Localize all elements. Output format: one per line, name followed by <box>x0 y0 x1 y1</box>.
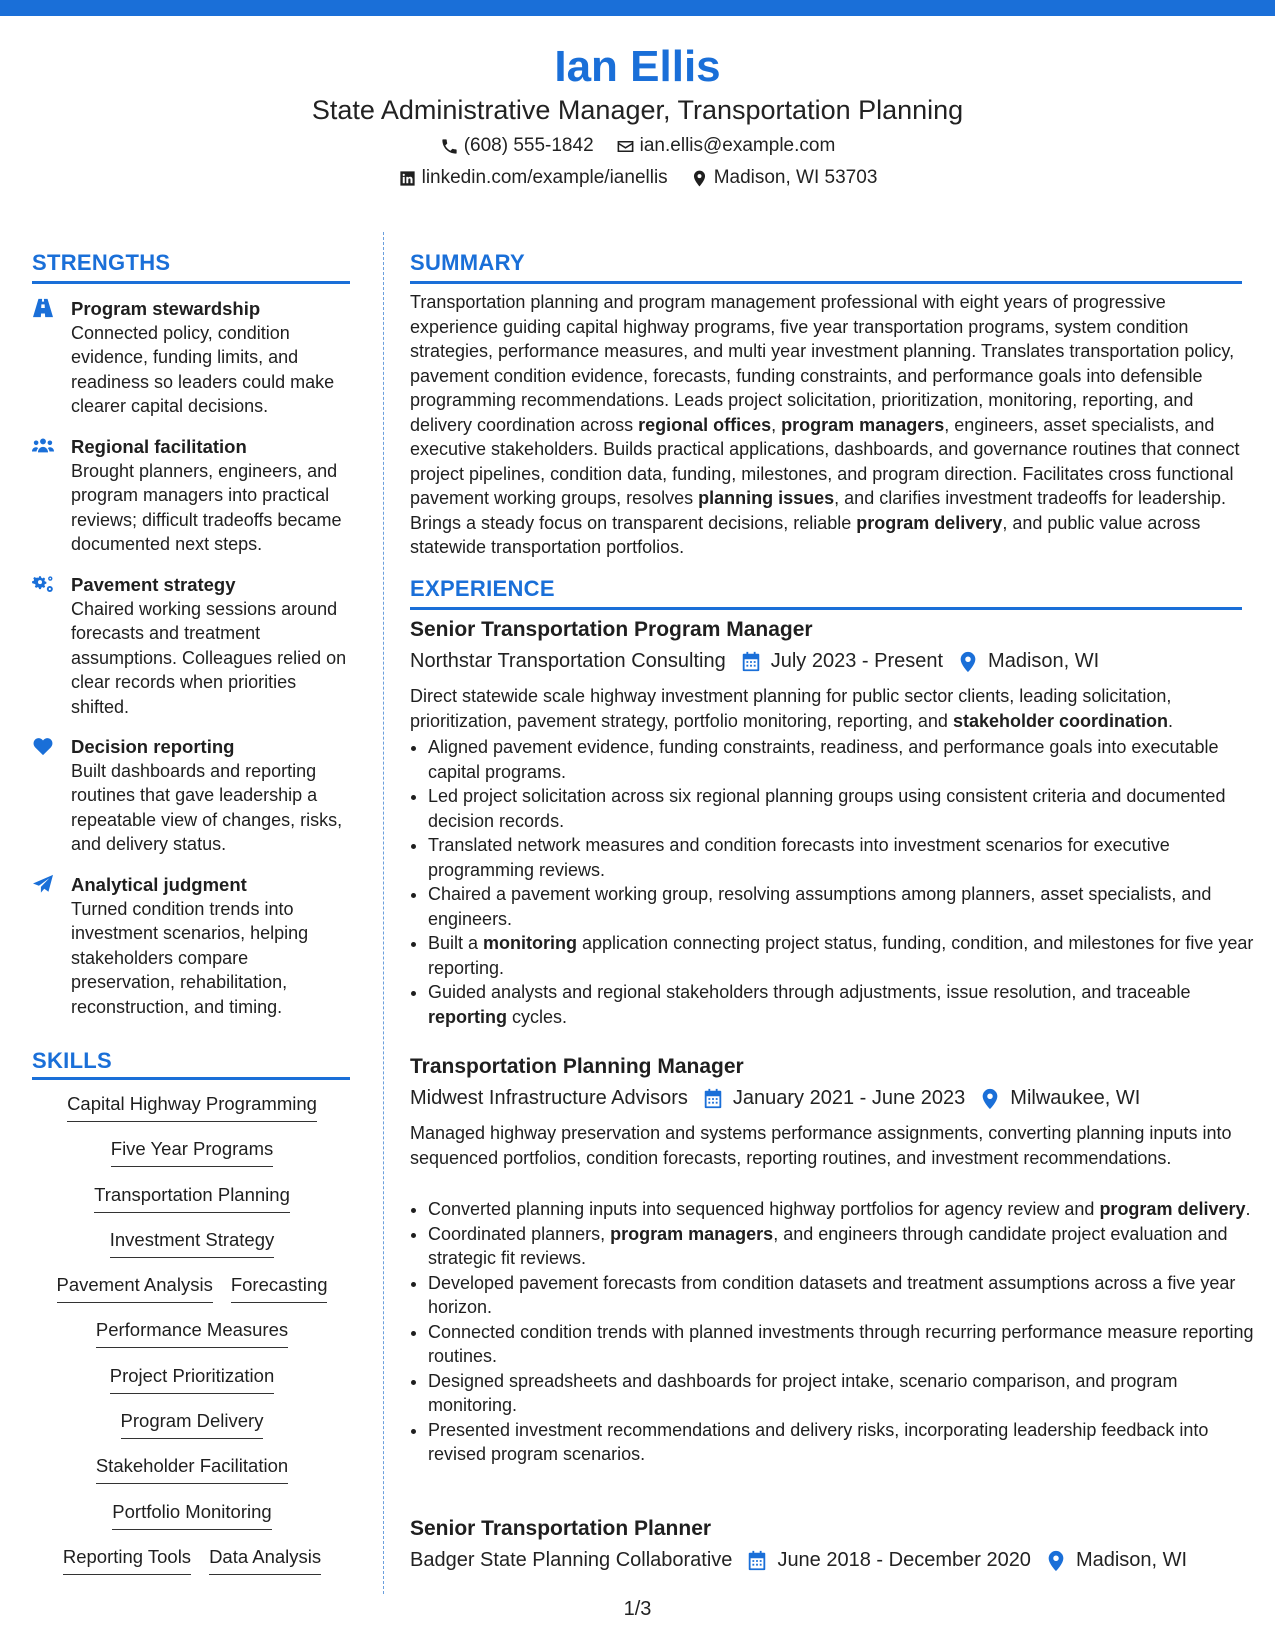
paper-plane-icon <box>32 874 54 894</box>
strength-text: Chaired working sessions around forecasts and treatment assumptions. Colleagues relied on clear records when priorities shifted. <box>71 599 347 717</box>
skill-row <box>32 1228 352 1273</box>
contact-linkedin[interactable] <box>398 167 668 189</box>
skill-row <box>32 1273 352 1318</box>
bold-text: program delivery <box>1099 1199 1246 1219</box>
summary-heading: SUMMARY <box>410 250 525 275</box>
skill-tag: Performance Measures <box>96 1318 288 1348</box>
strengths-rule <box>32 281 350 284</box>
skill-tag: Stakeholder Facilitation <box>96 1454 288 1484</box>
bullet-item <box>428 833 1258 882</box>
bullet-item <box>428 1418 1258 1467</box>
skill-tag: Program Delivery <box>121 1409 264 1439</box>
candidate-title: State Administrative Manager, Transportation Planning <box>311 95 964 125</box>
candidate-name: Ian Ellis <box>554 42 721 91</box>
bullet-item <box>428 1197 1258 1222</box>
skill-tag: Portfolio Monitoring <box>112 1500 271 1530</box>
experience-rule <box>410 607 1242 610</box>
job-title: Senior Transportation Program Manager <box>410 618 813 641</box>
contact-row-2 <box>0 167 1275 189</box>
linkedin-icon <box>398 169 417 188</box>
bullet-item <box>428 1320 1258 1369</box>
bold-text: program managers <box>610 1223 774 1244</box>
job-location: Milwaukee, WI <box>1010 1087 1141 1109</box>
text-run: . <box>1168 710 1174 731</box>
phone-text: (608) 555-1842 <box>463 135 594 156</box>
location-text: Madison, WI 53703 <box>713 167 878 188</box>
bullet-item <box>428 735 1258 784</box>
text-run: application connecting project status, funding, condition, and milestones for five year reporting. <box>428 933 1254 978</box>
bullet-item <box>428 1222 1258 1271</box>
bullet-item <box>428 784 1258 833</box>
strength-text: Turned condition trends into investment scenarios, helping stakeholders compare preservation, rehabilitation, reconstruction, and timing. <box>71 899 309 1017</box>
skill-tag: Data Analysis <box>209 1545 321 1575</box>
company-name: Badger State Planning Collaborative <box>410 1549 733 1571</box>
column-divider <box>383 232 384 1594</box>
skill-row <box>32 1364 352 1409</box>
strength-item <box>32 573 352 719</box>
bullet-item <box>428 882 1258 931</box>
text-run: Led project solicitation across six regional planning groups using consistent criteria and documented decision records. <box>428 786 1226 831</box>
bold-text: monitoring <box>483 933 578 953</box>
skills-rule <box>32 1077 350 1080</box>
text-run: . <box>1245 1199 1251 1219</box>
job-intro <box>410 684 1240 733</box>
experience-heading: EXPERIENCE <box>410 576 555 601</box>
calendar-icon <box>740 651 762 673</box>
summary-rule <box>410 281 1242 284</box>
strength-text: Brought planners, engineers, and program managers into practical reviews; difficult tradeoffs became documented next steps. <box>71 461 342 555</box>
job-bullets <box>410 735 1258 1029</box>
skill-tag: Pavement Analysis <box>57 1273 213 1303</box>
bullet-item <box>428 980 1258 1029</box>
text-run: Connected condition trends with planned investments through recurring performance measure reporting routines. <box>428 1321 1254 1366</box>
strength-title: Program stewardship <box>71 298 261 319</box>
bullet-item <box>428 931 1258 980</box>
skill-tag: Transportation Planning <box>94 1183 290 1213</box>
skill-tag: Project Prioritization <box>110 1364 275 1394</box>
text-run: Transportation planning and program management professional with eight years of progressive experience guiding capital highway programs, five year transportation programs, system condition strategies, performance measures, and multi year investment planning. Translates transportation policy, pavement condition evidence, forecasts, funding constraints, and performance goals into defensible programming recommendations. Leads project solicitation, prioritization, monitoring, reporting, and delivery coordination across <box>410 292 1235 435</box>
gears-icon <box>32 574 54 594</box>
text-run: Coordinated planners, <box>428 1223 611 1244</box>
text-run: cycles. <box>507 1006 568 1027</box>
job-dates: January 2021 - June 2023 <box>732 1087 966 1109</box>
job-location: Madison, WI <box>1075 1549 1188 1571</box>
job-dates: June 2018 - December 2020 <box>777 1549 1031 1571</box>
text-run: Built a <box>428 933 484 953</box>
envelope-icon <box>616 137 635 156</box>
text-run: Managed highway preservation and systems performance assignments, converting planning inputs into sequenced portfolios, condition forecasts, reporting routines, and investment recommendations. <box>410 1123 1232 1168</box>
company-name: Midwest Infrastructure Advisors <box>410 1087 688 1109</box>
contact-email[interactable] <box>616 135 836 157</box>
bold-text: reporting <box>428 1006 507 1027</box>
skills-heading: SKILLS <box>32 1048 113 1073</box>
skill-tag: Capital Highway Programming <box>67 1092 317 1122</box>
skill-tag: Investment Strategy <box>110 1228 275 1258</box>
bullet-item <box>428 1271 1258 1320</box>
map-pin-icon <box>1045 1550 1067 1572</box>
text-run: Guided analysts and regional stakeholders through adjustments, issue resolution, and traceable <box>428 982 1191 1002</box>
summary-text <box>410 290 1240 560</box>
company-name: Northstar Transportation Consulting <box>410 650 726 672</box>
contact-location <box>690 167 878 189</box>
text-run: Presented investment recommendations and delivery risks, incorporating leadership feedback into revised program scenarios. <box>428 1419 1209 1464</box>
strength-title: Decision reporting <box>71 736 235 757</box>
strength-item <box>32 297 352 419</box>
job-meta <box>410 1549 1187 1572</box>
linkedin-text: linkedin.com/example/ianellis <box>421 167 668 188</box>
skills-list <box>32 1092 352 1590</box>
strength-text: Connected policy, condition evidence, funding limits, and readiness so leaders could make clearer capital decisions. <box>71 323 335 417</box>
text-run: Aligned pavement evidence, funding constraints, readiness, and performance goals into executable capital programs. <box>428 737 1219 782</box>
text-run: , and clarifies investment tradeoffs for leadership. Brings a steady focus on transparent decisions, reliable <box>410 488 1227 533</box>
job-meta <box>410 650 1099 673</box>
text-run: Translated network measures and condition forecasts into investment scenarios for executive programming reviews. <box>428 835 1170 880</box>
strength-text: Built dashboards and reporting routines that gave leadership a repeatable view of changes, risks, and delivery status. <box>71 761 343 855</box>
text-run: , and public value across statewide transportation portfolios. <box>410 512 1201 557</box>
calendar-icon <box>702 1088 724 1110</box>
top-accent-bar <box>0 0 1275 16</box>
text-run: , <box>771 414 782 435</box>
contact-row-1 <box>0 135 1275 157</box>
bullet-item <box>428 1369 1258 1418</box>
map-pin-icon <box>979 1088 1001 1110</box>
road-icon <box>32 298 54 318</box>
text-run: Converted planning inputs into sequenced highway portfolios for agency review and <box>428 1199 1100 1219</box>
skill-row <box>32 1545 352 1590</box>
bold-text: regional offices <box>638 414 772 435</box>
email-text: ian.ellis@example.com <box>639 135 836 156</box>
bold-text: program delivery <box>856 512 1003 533</box>
skill-tag: Reporting Tools <box>63 1545 191 1575</box>
users-icon <box>32 436 54 456</box>
job-title: Transportation Planning Manager <box>410 1055 744 1078</box>
job-dates: July 2023 - Present <box>770 650 944 672</box>
map-pin-icon <box>690 169 709 188</box>
job-bullets <box>410 1197 1258 1467</box>
job-title: Senior Transportation Planner <box>410 1517 712 1540</box>
skill-row <box>32 1183 352 1228</box>
skill-row <box>32 1137 352 1182</box>
skill-row <box>32 1500 352 1545</box>
page-number: 1/3 <box>623 1598 652 1620</box>
contact-phone[interactable] <box>440 135 594 157</box>
strength-title: Analytical judgment <box>71 874 247 895</box>
text-run: Chaired a pavement working group, resolving assumptions among planners, asset specialists, and engineers. <box>428 884 1212 929</box>
skill-tag: Five Year Programs <box>111 1137 273 1167</box>
strength-title: Pavement strategy <box>71 574 236 595</box>
text-run: Developed pavement forecasts from condition datasets and treatment assumptions across a five year horizon. <box>428 1272 1236 1317</box>
strength-title: Regional facilitation <box>71 436 247 457</box>
strengths-heading: STRENGTHS <box>32 250 171 275</box>
bold-text: planning issues <box>698 488 835 508</box>
heart-icon <box>32 736 54 756</box>
strength-item <box>32 435 352 557</box>
text-run: Direct statewide scale highway investment planning for public sector clients, leading solicitation, prioritization, pavement strategy, portfolio monitoring, reporting, and <box>410 686 1172 731</box>
job-intro <box>410 1121 1240 1170</box>
phone-icon <box>440 137 459 156</box>
text-run: , and engineers through candidate project evaluation and strategic fit reviews. <box>428 1223 1228 1268</box>
bold-text: program managers <box>781 414 945 435</box>
text-run: Designed spreadsheets and dashboards for project intake, scenario comparison, and program monitoring. <box>428 1370 1178 1415</box>
skill-row <box>32 1454 352 1499</box>
skill-row <box>32 1092 352 1137</box>
job-meta <box>410 1087 1140 1110</box>
strength-item <box>32 873 352 1019</box>
skill-row <box>32 1318 352 1363</box>
text-run: , engineers, asset specialists, and executive stakeholders. Builds practical applications, dashboards, and governance routines that connect project pipelines, condition data, funding, milestones, and program direction. Facilitates cross functional pavement working groups, resolves <box>410 414 1240 508</box>
skill-tag: Forecasting <box>231 1273 328 1303</box>
job-location: Madison, WI <box>988 650 1100 672</box>
bold-text: stakeholder coordination <box>952 710 1168 731</box>
skill-row <box>32 1409 352 1454</box>
strength-item <box>32 735 352 857</box>
calendar-icon <box>746 1550 768 1572</box>
map-pin-icon <box>957 651 979 673</box>
